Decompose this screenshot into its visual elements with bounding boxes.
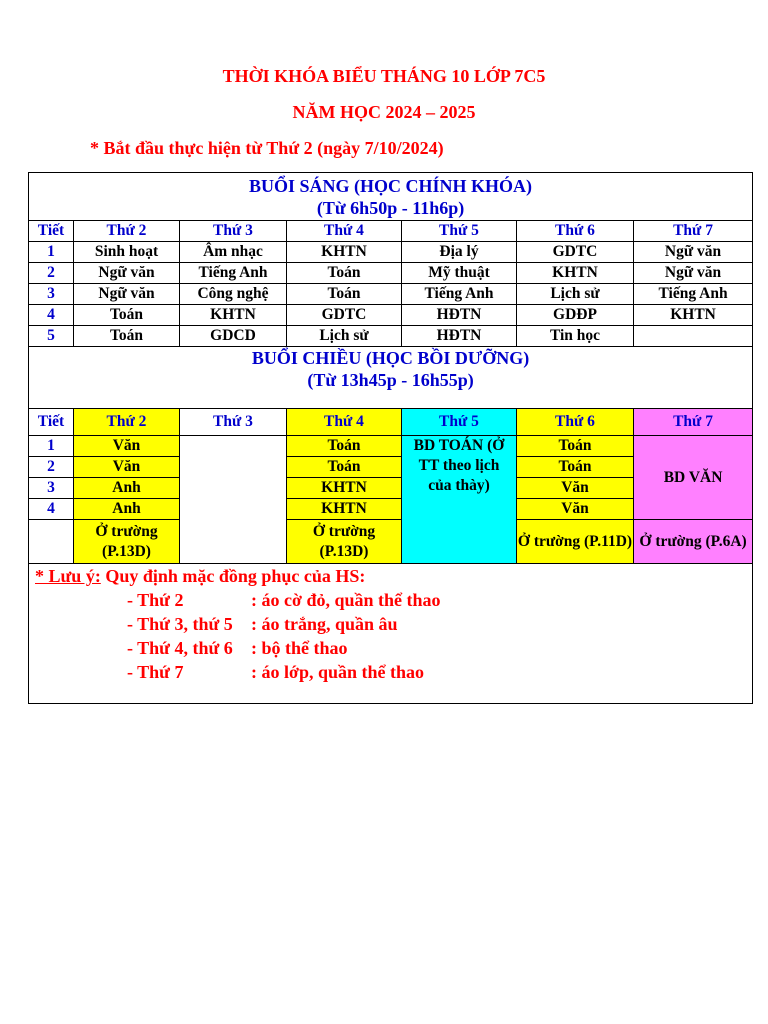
- table-row: [29, 284, 753, 305]
- note-line: [35, 660, 746, 684]
- subject-cell: Sinh hoạt: [74, 242, 180, 263]
- subject-cell: Địa lý: [402, 242, 517, 263]
- subject-cell: Ngữ văn: [74, 263, 180, 284]
- subject-cell: Toán: [517, 436, 634, 457]
- subject-cell: GDTC: [517, 242, 634, 263]
- note-days: - Thứ 4, thứ 6: [127, 638, 233, 658]
- subject-cell: Mỹ thuật: [402, 263, 517, 284]
- header-cell: Tiết: [29, 221, 74, 242]
- afternoon-title: BUỔI CHIỀU (HỌC BỒI DƯỠNG): [251, 348, 530, 368]
- period-number: 4: [29, 499, 74, 520]
- subject-cell: Văn: [517, 499, 634, 520]
- subject-cell: Tin học: [517, 326, 634, 347]
- note-uniform: : áo cờ đỏ, quần thể thao: [251, 590, 441, 610]
- subject-cell: Toán: [287, 263, 402, 284]
- header-cell: Thứ 5: [402, 409, 517, 436]
- header-cell: Thứ 7: [634, 221, 753, 242]
- subject-cell: Anh: [74, 499, 180, 520]
- subject-cell: Công nghệ: [180, 284, 287, 305]
- subject-cell: Toán: [74, 326, 180, 347]
- note-uniform: : áo lớp, quần thể thao: [251, 662, 425, 682]
- subject-cell: KHTN: [634, 305, 753, 326]
- header-cell: Thứ 6: [517, 409, 634, 436]
- subject-cell: Toán: [287, 436, 402, 457]
- header-cell: Thứ 4: [287, 221, 402, 242]
- header-cell: Thứ 7: [634, 409, 753, 436]
- subject-cell: Ngữ văn: [634, 263, 753, 284]
- header-cell: Thứ 2: [74, 409, 180, 436]
- subject-cell: HĐTN: [402, 305, 517, 326]
- period-number: 1: [29, 242, 74, 263]
- afternoon-header: [29, 347, 753, 409]
- subject-cell: KHTN: [517, 263, 634, 284]
- header-cell: Thứ 3: [180, 409, 287, 436]
- table-row: [29, 436, 753, 457]
- table-row: [29, 305, 753, 326]
- subject-cell: [634, 326, 753, 347]
- subject-cell: KHTN: [287, 242, 402, 263]
- header-cell: Thứ 6: [517, 221, 634, 242]
- location-cell: Ở trường (P.6A): [634, 520, 753, 564]
- table-row: [29, 326, 753, 347]
- subject-cell: Tiếng Anh: [634, 284, 753, 305]
- subject-cell: Lịch sử: [517, 284, 634, 305]
- table-row: [29, 263, 753, 284]
- subject-cell: Âm nhạc: [180, 242, 287, 263]
- note-heading: [35, 564, 746, 588]
- morning-title: BUỔI SÁNG (HỌC CHÍNH KHÓA): [249, 175, 533, 196]
- note-days: - Thứ 2: [127, 590, 184, 610]
- morning-time: (Từ 6h50p - 11h6p): [316, 197, 465, 218]
- note-line: [35, 612, 746, 636]
- empty-cell-thu3: [180, 436, 287, 564]
- subject-cell: HĐTN: [402, 326, 517, 347]
- period-number: 1: [29, 436, 74, 457]
- bd-van-cell: BD VĂN: [634, 436, 753, 520]
- subject-cell: KHTN: [287, 478, 402, 499]
- header-cell: Thứ 2: [74, 221, 180, 242]
- subject-cell: Lịch sử: [287, 326, 402, 347]
- note-text: Quy định mặc đồng phục của HS:: [100, 566, 366, 586]
- title-line-1: THỜI KHÓA BIỂU THÁNG 10 LỚP 7C5: [222, 66, 546, 86]
- bd-toan-cell: BD TOÁN (Ở TT theo lịch của thày): [402, 436, 517, 564]
- subject-cell: KHTN: [180, 305, 287, 326]
- subject-cell: Toán: [287, 457, 402, 478]
- header-cell: Thứ 4: [287, 409, 402, 436]
- subject-cell: Văn: [517, 478, 634, 499]
- afternoon-time: (Từ 13h45p - 16h55p): [307, 370, 474, 390]
- header-cell: Tiết: [29, 409, 74, 436]
- note-label: * Lưu ý:: [35, 566, 101, 586]
- note-line: [35, 636, 746, 660]
- subject-cell: Tiếng Anh: [180, 263, 287, 284]
- note-days: - Thứ 7: [127, 662, 184, 682]
- subject-cell: Anh: [74, 478, 180, 499]
- uniform-note: [29, 564, 753, 704]
- period-number: 3: [29, 478, 74, 499]
- subject-cell: GDĐP: [517, 305, 634, 326]
- timetable: [28, 172, 753, 704]
- title-line-2: NĂM HỌC 2024 – 2025: [292, 102, 476, 122]
- period-number: 2: [29, 457, 74, 478]
- subject-cell: Ngữ văn: [74, 284, 180, 305]
- location-cell: Ở trường (P.13D): [287, 520, 402, 564]
- period-number: 5: [29, 326, 74, 347]
- table-row: [29, 242, 753, 263]
- subject-cell: GDTC: [287, 305, 402, 326]
- location-cell: Ở trường (P.11D): [517, 520, 634, 564]
- morning-day-header-row: [29, 221, 753, 242]
- note-days: - Thứ 3, thứ 5: [127, 614, 233, 634]
- location-row: [29, 520, 753, 564]
- subject-cell: GDCD: [180, 326, 287, 347]
- subject-cell: Văn: [74, 436, 180, 457]
- location-cell: Ở trường (P.13D): [74, 520, 180, 564]
- period-number: 4: [29, 305, 74, 326]
- empty-period-cell: [29, 520, 74, 564]
- note-uniform: : áo trắng, quần âu: [251, 614, 398, 634]
- subject-cell: Toán: [287, 284, 402, 305]
- subject-cell: Toán: [517, 457, 634, 478]
- note-line: [35, 588, 746, 612]
- afternoon-day-header-row: [29, 409, 753, 436]
- start-note: * Bắt đầu thực hiện từ Thứ 2 (ngày 7/10/2024): [90, 138, 444, 158]
- note-uniform: : bộ thể thao: [251, 638, 348, 658]
- period-number: 2: [29, 263, 74, 284]
- morning-header: [29, 173, 753, 221]
- subject-cell: Văn: [74, 457, 180, 478]
- subject-cell: KHTN: [287, 499, 402, 520]
- subject-cell: Ngữ văn: [634, 242, 753, 263]
- header-cell: Thứ 3: [180, 221, 287, 242]
- header-cell: Thứ 5: [402, 221, 517, 242]
- subject-cell: Toán: [74, 305, 180, 326]
- period-number: 3: [29, 284, 74, 305]
- subject-cell: Tiếng Anh: [402, 284, 517, 305]
